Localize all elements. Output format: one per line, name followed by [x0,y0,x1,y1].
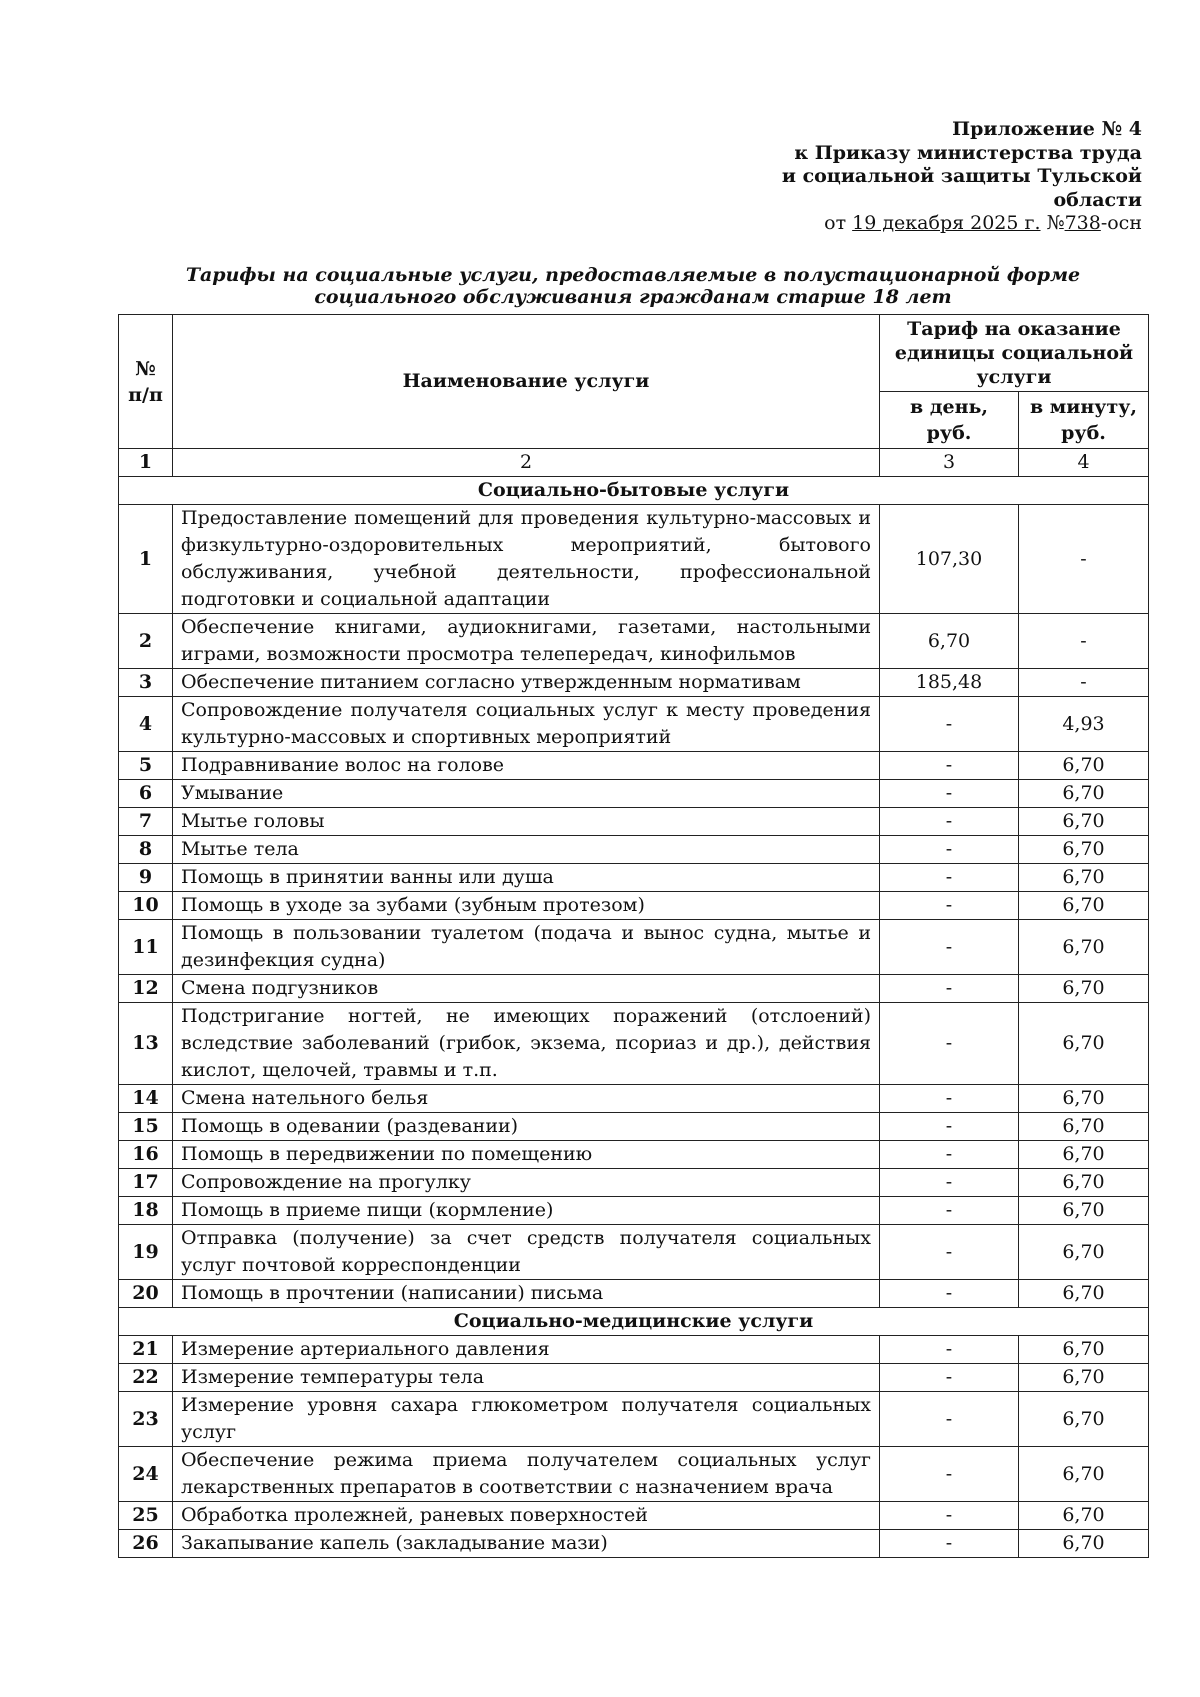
service-name: Обеспечение питанием согласно утвержденным нормативам [173,669,880,697]
service-name: Мытье головы [173,808,880,836]
row-number: 16 [119,1141,173,1169]
service-name: Помощь в прочтении (написании) письма [173,1280,880,1308]
service-name: Обеспечение книгами, аудиокнигами, газетами, настольными играми, возможности просмотра телепередач, кинофильмов [173,614,880,669]
tariff-per-day: - [880,1197,1019,1225]
service-name: Подравнивание волос на голове [173,752,880,780]
table-row [119,1280,1149,1308]
tariff-per-minute: 6,70 [1019,1447,1149,1502]
tariff-per-minute: 6,70 [1019,752,1149,780]
tariff-per-minute: 6,70 [1019,780,1149,808]
column-index: 1 [119,449,173,477]
tariff-per-minute: - [1019,614,1149,669]
tariff-per-day: - [880,1085,1019,1113]
table-row [119,505,1149,614]
table-row [119,1447,1149,1502]
tariff-per-day: - [880,1003,1019,1085]
service-name: Измерение артериального давления [173,1336,880,1364]
service-name: Смена нательного белья [173,1085,880,1113]
tariff-per-day: - [880,1502,1019,1530]
tariff-per-minute: 6,70 [1019,836,1149,864]
row-number: 3 [119,669,173,697]
table-row [119,614,1149,669]
row-number: 1 [119,505,173,614]
service-name: Помощь в пользовании туалетом (подача и вынос судна, мытье и дезинфекция судна) [173,920,880,975]
tariff-per-day: - [880,1392,1019,1447]
tariff-per-day: - [880,1364,1019,1392]
service-name: Помощь в уходе за зубами (зубным протезом) [173,892,880,920]
row-number: 11 [119,920,173,975]
tariff-per-minute: - [1019,505,1149,614]
tariff-per-minute: 6,70 [1019,1141,1149,1169]
column-index-row [119,449,1149,477]
column-index: 2 [173,449,880,477]
tariff-per-minute: 6,70 [1019,892,1149,920]
table-row [119,1530,1149,1558]
tariff-per-minute: 6,70 [1019,1197,1149,1225]
order-number-sign: № [1046,212,1065,234]
row-number: 9 [119,864,173,892]
column-index: 4 [1019,449,1149,477]
column-header-per-day: в день, руб. [880,392,1019,449]
table-row [119,1197,1149,1225]
table-row [119,780,1149,808]
table-row [119,975,1149,1003]
appendix-header [782,118,1142,236]
row-number: 17 [119,1169,173,1197]
table-row [119,1364,1149,1392]
service-name: Отправка (получение) за счет средств получателя социальных услуг почтовой корреспонденции [173,1225,880,1280]
tariff-per-minute: 6,70 [1019,1392,1149,1447]
appendix-ref-line-2: и социальной защиты Тульской [781,165,1142,187]
tariff-per-minute: - [1019,669,1149,697]
row-number: 5 [119,752,173,780]
tariff-per-minute: 6,70 [1019,1336,1149,1364]
row-number: 2 [119,614,173,669]
tariff-per-day: - [880,1141,1019,1169]
tariff-per-minute: 4,93 [1019,697,1149,752]
tariff-per-day: - [880,1169,1019,1197]
row-number: 18 [119,1197,173,1225]
table-row [119,1169,1149,1197]
row-number: 8 [119,836,173,864]
service-name: Измерение температуры тела [173,1364,880,1392]
tariff-per-minute: 6,70 [1019,1225,1149,1280]
tariff-per-day: - [880,1447,1019,1502]
table-row [119,808,1149,836]
row-number: 6 [119,780,173,808]
column-header-per-minute: в минуту, руб. [1019,392,1149,449]
tariff-per-day: - [880,920,1019,975]
row-number: 22 [119,1364,173,1392]
section-header-row [119,1308,1149,1336]
tariff-per-minute: 6,70 [1019,1530,1149,1558]
tariffs-table [118,314,1149,1558]
table-row [119,697,1149,752]
service-name: Умывание [173,780,880,808]
service-name: Помощь в принятии ванны или душа [173,864,880,892]
column-header-number: № п/п [119,315,173,449]
table-row [119,1113,1149,1141]
table-row [119,920,1149,975]
column-index: 3 [880,449,1019,477]
tariff-per-day: - [880,1280,1019,1308]
service-name: Помощь в одевании (раздевании) [173,1113,880,1141]
table-row [119,669,1149,697]
row-number: 7 [119,808,173,836]
row-number: 24 [119,1447,173,1502]
tariff-per-minute: 6,70 [1019,975,1149,1003]
tariff-per-minute: 6,70 [1019,1003,1149,1085]
section-header-row [119,477,1149,505]
row-number: 12 [119,975,173,1003]
row-number: 15 [119,1113,173,1141]
tariff-per-day: - [880,1113,1019,1141]
appendix-ref-line-1: к Приказу министерства труда [794,141,1142,164]
table-row [119,836,1149,864]
tariff-per-day: - [880,1336,1019,1364]
tariff-per-minute: 6,70 [1019,1364,1149,1392]
tariff-per-day: - [880,697,1019,752]
table-row [119,864,1149,892]
order-number: 738 [1064,212,1101,234]
column-header-name: Наименование услуги [173,315,880,449]
tariff-per-day: - [880,836,1019,864]
tariff-per-minute: 6,70 [1019,808,1149,836]
section-title: Социально-бытовые услуги [119,477,1149,505]
row-number: 26 [119,1530,173,1558]
tariff-per-day: - [880,780,1019,808]
row-number: 20 [119,1280,173,1308]
tariff-per-day: 107,30 [880,505,1019,614]
appendix-number: Приложение № 4 [952,118,1142,140]
tariff-per-day: 185,48 [880,669,1019,697]
tariff-per-minute: 6,70 [1019,1113,1149,1141]
table-row [119,1003,1149,1085]
service-name: Мытье тела [173,836,880,864]
service-name: Закапывание капель (закладывание мази) [173,1530,880,1558]
section-title: Социально-медицинские услуги [119,1308,1149,1336]
tariff-per-minute: 6,70 [1019,1085,1149,1113]
service-name: Смена подгузников [173,975,880,1003]
tariff-per-day: 6,70 [880,614,1019,669]
service-name: Сопровождение получателя социальных услуг к месту проведения культурно-массовых и спортивных мероприятий [173,697,880,752]
tariff-per-minute: 6,70 [1019,1280,1149,1308]
service-name: Измерение уровня сахара глюкометром получателя социальных услуг [173,1392,880,1447]
table-row [119,752,1149,780]
table-row [119,1502,1149,1530]
tariff-per-day: - [880,1225,1019,1280]
order-line [782,212,1142,236]
table-row [119,1085,1149,1113]
tariff-per-minute: 6,70 [1019,1502,1149,1530]
row-number: 25 [119,1502,173,1530]
row-number: 23 [119,1392,173,1447]
tariff-per-minute: 6,70 [1019,864,1149,892]
service-name: Обработка пролежней, раневых поверхностей [173,1502,880,1530]
service-name: Помощь в передвижении по помещению [173,1141,880,1169]
service-name: Предоставление помещений для проведения культурно-массовых и физкультурно-оздоровительных мероприятий, бытового обслуживания, учебной деятельности, профессиональной подготовки и социальной адаптации [173,505,880,614]
row-number: 14 [119,1085,173,1113]
tariff-per-day: - [880,975,1019,1003]
tariff-per-minute: 6,70 [1019,920,1149,975]
row-number: 10 [119,892,173,920]
row-number: 13 [119,1003,173,1085]
tariff-per-day: - [880,1530,1019,1558]
order-date: 19 декабря 2025 г. [852,212,1041,234]
service-name: Подстригание ногтей, не имеющих поражений (отслоений) вследствие заболеваний (грибок, экзема, псориаз и др.), действия кислот, щелочей, травмы и т.п. [173,1003,880,1085]
service-name: Помощь в приеме пищи (кормление) [173,1197,880,1225]
table-row [119,1336,1149,1364]
document-title: Тарифы на социальные услуги, предоставляемые в полустационарной форме социального обслуживания гражданам старше 18 лет [185,264,1081,308]
order-suffix: -осн [1100,212,1142,234]
row-number: 4 [119,697,173,752]
tariff-per-day: - [880,892,1019,920]
table-row [119,1141,1149,1169]
table-row [119,1225,1149,1280]
tariff-per-minute: 6,70 [1019,1169,1149,1197]
order-prefix: от [824,212,847,234]
service-name: Обеспечение режима приема получателем социальных услуг лекарственных препаратов в соответствии с назначением врача [173,1447,880,1502]
tariff-per-day: - [880,752,1019,780]
row-number: 21 [119,1336,173,1364]
row-number: 19 [119,1225,173,1280]
tariff-per-day: - [880,808,1019,836]
service-name: Сопровождение на прогулку [173,1169,880,1197]
appendix-ref-line-3: области [1053,188,1142,211]
tariff-per-day: - [880,864,1019,892]
table-row [119,1392,1149,1447]
table-row [119,892,1149,920]
column-header-tariff: Тариф на оказание единицы социальной услуги [880,315,1149,392]
